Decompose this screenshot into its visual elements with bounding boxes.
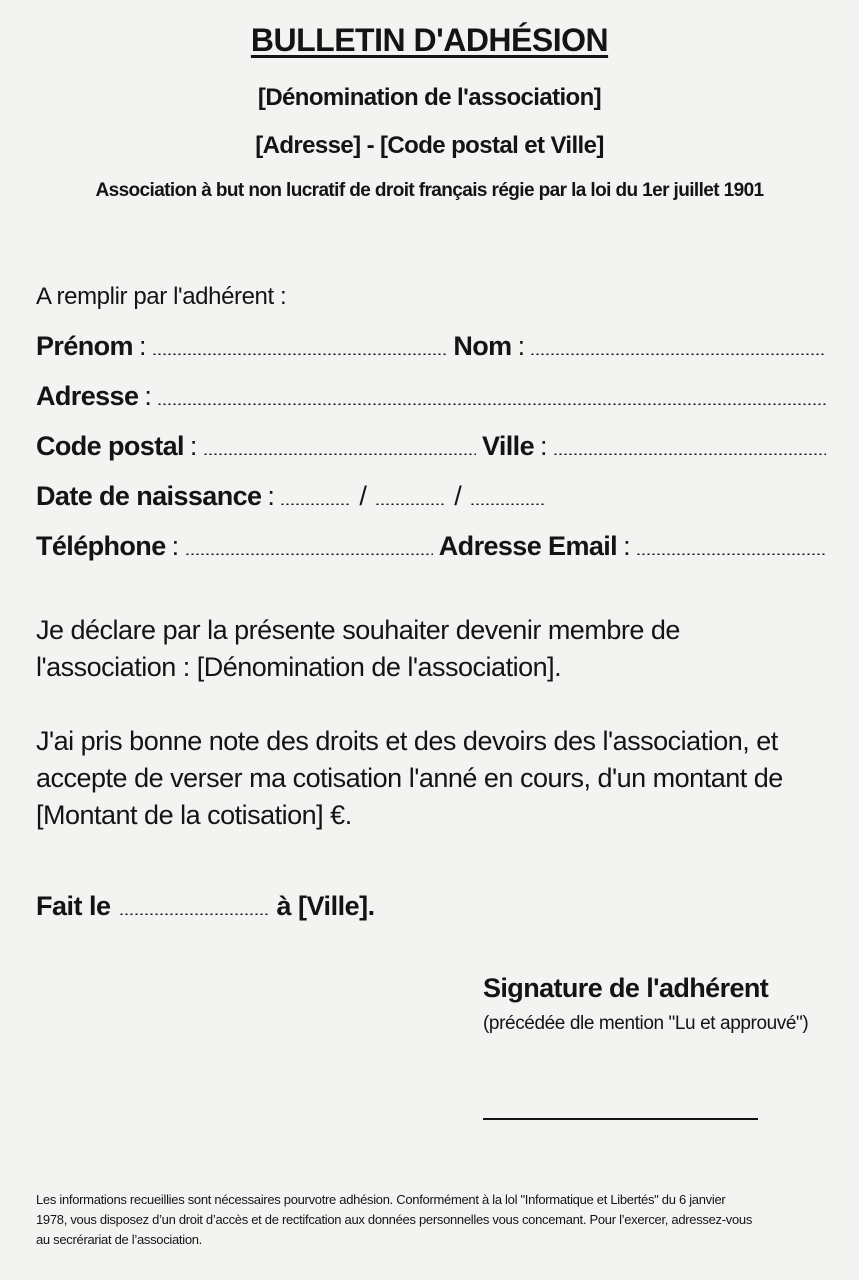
birth-month-field[interactable] [375, 503, 445, 505]
declaration-line: l'association : [Dénomination de l'association]. [36, 652, 562, 682]
ville-label: Ville [481, 431, 534, 461]
declaration-line: Je déclare par la présente souhaiter devenir membre de [36, 615, 680, 645]
declaration-line: accepte de verser ma cotisation l'anné en cours, d'un montant de [36, 763, 783, 793]
place-date-line [36, 882, 375, 922]
privacy-footer [36, 1190, 826, 1250]
signature-note: (précédée dle mention "Lu et approuvé") [483, 1013, 809, 1034]
ville-field[interactable] [553, 453, 826, 455]
birthdate-row [36, 476, 826, 512]
code-postal-label: Code postal [36, 431, 184, 461]
association-name: [Dénomination de l'association] [257, 84, 602, 111]
email-colon: : [623, 531, 630, 561]
adresse-colon: : [144, 381, 152, 411]
legal-mention: Association à but non lucratif de droit français régie par la loi du 1er juillet 1901 [95, 180, 764, 201]
declaration-line: J'ai pris bonne note des droits et des devoirs des l'association, et [36, 726, 778, 756]
date-naissance-label: Date de naissance [36, 481, 262, 511]
date-separator: / [454, 481, 462, 511]
fait-le-label: Fait le [36, 891, 111, 921]
birth-year-field[interactable] [470, 503, 546, 505]
adresse-field[interactable] [157, 403, 826, 405]
date-signature-field[interactable] [119, 913, 269, 915]
code-postal-colon: : [189, 431, 197, 461]
signature-title: Signature de l'adhérent [483, 973, 769, 1003]
postal-row [36, 426, 826, 462]
email-label: Adresse Email [438, 531, 618, 561]
name-row [36, 326, 826, 362]
telephone-label: Téléphone [36, 531, 166, 561]
telephone-field[interactable] [185, 553, 433, 555]
birth-day-field[interactable] [280, 503, 350, 505]
nom-colon: : [517, 331, 525, 361]
declaration-paragraph-1 [36, 612, 836, 686]
footer-line: Les informations recueillies sont nécessaires pourvotre adhésion. Conformément à la lol "Informatique et Libertés" du 6 janvier [36, 1192, 726, 1207]
nom-field[interactable] [530, 353, 826, 355]
declaration-line: [Montant de la cotisation] €. [36, 800, 352, 830]
declaration-paragraph-2 [36, 723, 836, 834]
signature-line[interactable] [483, 1118, 758, 1120]
date-separator: / [359, 481, 367, 511]
form-instruction: A remplir par l'adhérent : [36, 283, 287, 310]
contact-row [36, 526, 826, 562]
place-label: à [Ville]. [276, 891, 375, 921]
association-address: [Adresse] - [Code postal et Ville] [255, 132, 604, 159]
document-title: BULLETIN D'ADHÉSION [250, 22, 609, 58]
prenom-colon: : [138, 331, 146, 361]
adresse-label: Adresse [36, 381, 139, 411]
telephone-colon: : [171, 531, 179, 561]
code-postal-field[interactable] [203, 453, 476, 455]
footer-line: 1978, vous disposez d’un droit d’accès et de rectifcation aux données personnelles vous concemant. Pour l’exercer, adressez-vous [36, 1212, 753, 1227]
nom-label: Nom [453, 331, 512, 361]
ville-colon: : [539, 431, 547, 461]
footer-line: au secrérariat de l’association. [36, 1232, 202, 1247]
email-field[interactable] [636, 553, 826, 555]
prenom-label: Prénom [36, 331, 133, 361]
address-row [36, 376, 826, 412]
prenom-field[interactable] [152, 353, 448, 355]
date-naissance-colon: : [267, 481, 275, 511]
